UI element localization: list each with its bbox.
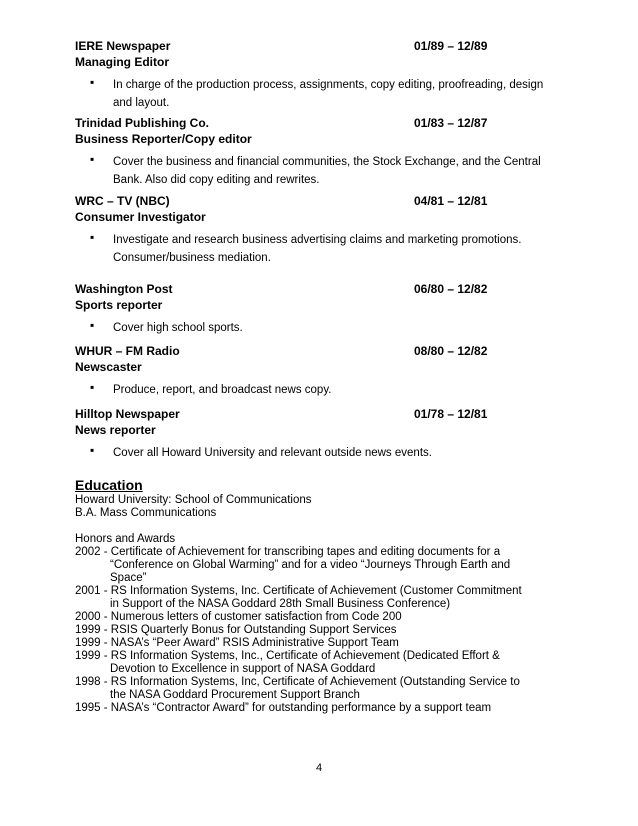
job-bullet [75,319,565,337]
honor-item: 2002 - Certificate of Achievement for transcribing tapes and editing documents for a [75,546,501,558]
job-title: Managing Editor [75,55,169,69]
job-company: IERE Newspaper [75,39,171,53]
job-dates: 01/89 – 12/89 [414,39,488,53]
education-school: Howard University: School of Communications [75,494,312,506]
job-bullet [75,153,565,189]
job-title: Newscaster [75,360,142,374]
job-entry [75,343,565,399]
honor-item: 1999 - NASA’s “Peer Award” RSIS Administrative Support Team [75,637,399,649]
honor-item: 1999 - RSIS Quarterly Bonus for Outstanding Support Services [75,624,397,636]
job-bullet [75,381,565,399]
job-company-row [75,281,565,297]
job-bullet-line: and layout. [113,97,170,109]
job-bullet-line: Investigate and research business advertising claims and marketing promotions. [113,234,522,246]
job-title: Business Reporter/Copy editor [75,132,252,146]
job-bullet-line: In charge of the production process, assignments, copy editing, proofreading, design [113,79,544,91]
honor-item-continued: in Support of the NASA Goddard 28th Small Business Conference) [110,598,451,610]
bullet-icon: ▪ [90,152,95,166]
honor-item: 2001 - RS Information Systems, Inc. Certificate of Achievement (Customer Commitment [75,585,522,597]
job-entry [75,406,565,462]
job-title: News reporter [75,423,156,437]
job-dates: 04/81 – 12/81 [414,194,488,208]
job-company: WRC – TV (NBC) [75,194,170,208]
honor-item-continued: Devotion to Excellence in support of NASA Goddard [110,663,376,675]
job-title: Sports reporter [75,298,163,312]
job-company-row [75,193,565,209]
job-company-row [75,38,565,54]
job-entry [75,115,565,189]
page-number: 4 [315,762,323,774]
job-bullet-line: Cover high school sports. [113,322,243,334]
job-entry [75,38,565,112]
job-bullet-line: Produce, report, and broadcast news copy. [113,384,332,396]
job-title: Consumer Investigator [75,210,206,224]
honors-list [75,546,565,715]
job-bullet-line: Consumer/business mediation. [113,252,271,264]
job-entry [75,193,565,267]
job-company: Hilltop Newspaper [75,407,180,421]
job-dates: 06/80 – 12/82 [414,282,488,296]
job-bullet [75,231,565,267]
education-section [75,476,565,715]
job-bullet-line: Bank. Also did copy editing and rewrites. [113,174,320,186]
job-dates: 08/80 – 12/82 [414,344,488,358]
education-heading: Education [75,477,143,493]
job-bullet [75,444,565,462]
honors-heading: Honors and Awards [75,533,176,545]
job-entry [75,281,565,337]
job-company: WHUR – FM Radio [75,344,180,358]
honor-item: 1995 - NASA’s “Contractor Award” for outstanding performance by a support team [75,702,492,714]
honor-item: 1999 - RS Information Systems, Inc., Certificate of Achievement (Dedicated Effort & [75,650,500,662]
honor-item-continued: Space” [110,572,147,584]
honor-item-continued: the NASA Goddard Procurement Support Branch [110,689,360,701]
education-degree: B.A. Mass Communications [75,507,217,519]
honor-item-continued: “Conference on Global Warming” and for a video “Journeys Through Earth and [110,559,511,571]
job-company-row [75,406,565,422]
work-history [75,38,565,466]
resume-page [75,38,565,715]
bullet-icon: ▪ [90,318,95,332]
honor-item: 1998 - RS Information Systems, Inc, Certificate of Achievement (Outstanding Service to [75,676,520,688]
job-company: Washington Post [75,282,173,296]
job-bullet [75,76,565,112]
job-company-row [75,115,565,131]
bullet-icon: ▪ [90,380,95,394]
job-bullet-line: Cover all Howard University and relevant outside news events. [113,447,432,459]
job-bullet-line: Cover the business and financial communities, the Stock Exchange, and the Central [113,156,541,168]
bullet-icon: ▪ [90,75,95,89]
job-dates: 01/83 – 12/87 [414,116,488,130]
honor-item: 2000 - Numerous letters of customer satisfaction from Code 200 [75,611,402,623]
job-dates: 01/78 – 12/81 [414,407,488,421]
bullet-icon: ▪ [90,230,95,244]
bullet-icon: ▪ [90,443,95,457]
job-company: Trinidad Publishing Co. [75,116,209,130]
job-company-row [75,343,565,359]
